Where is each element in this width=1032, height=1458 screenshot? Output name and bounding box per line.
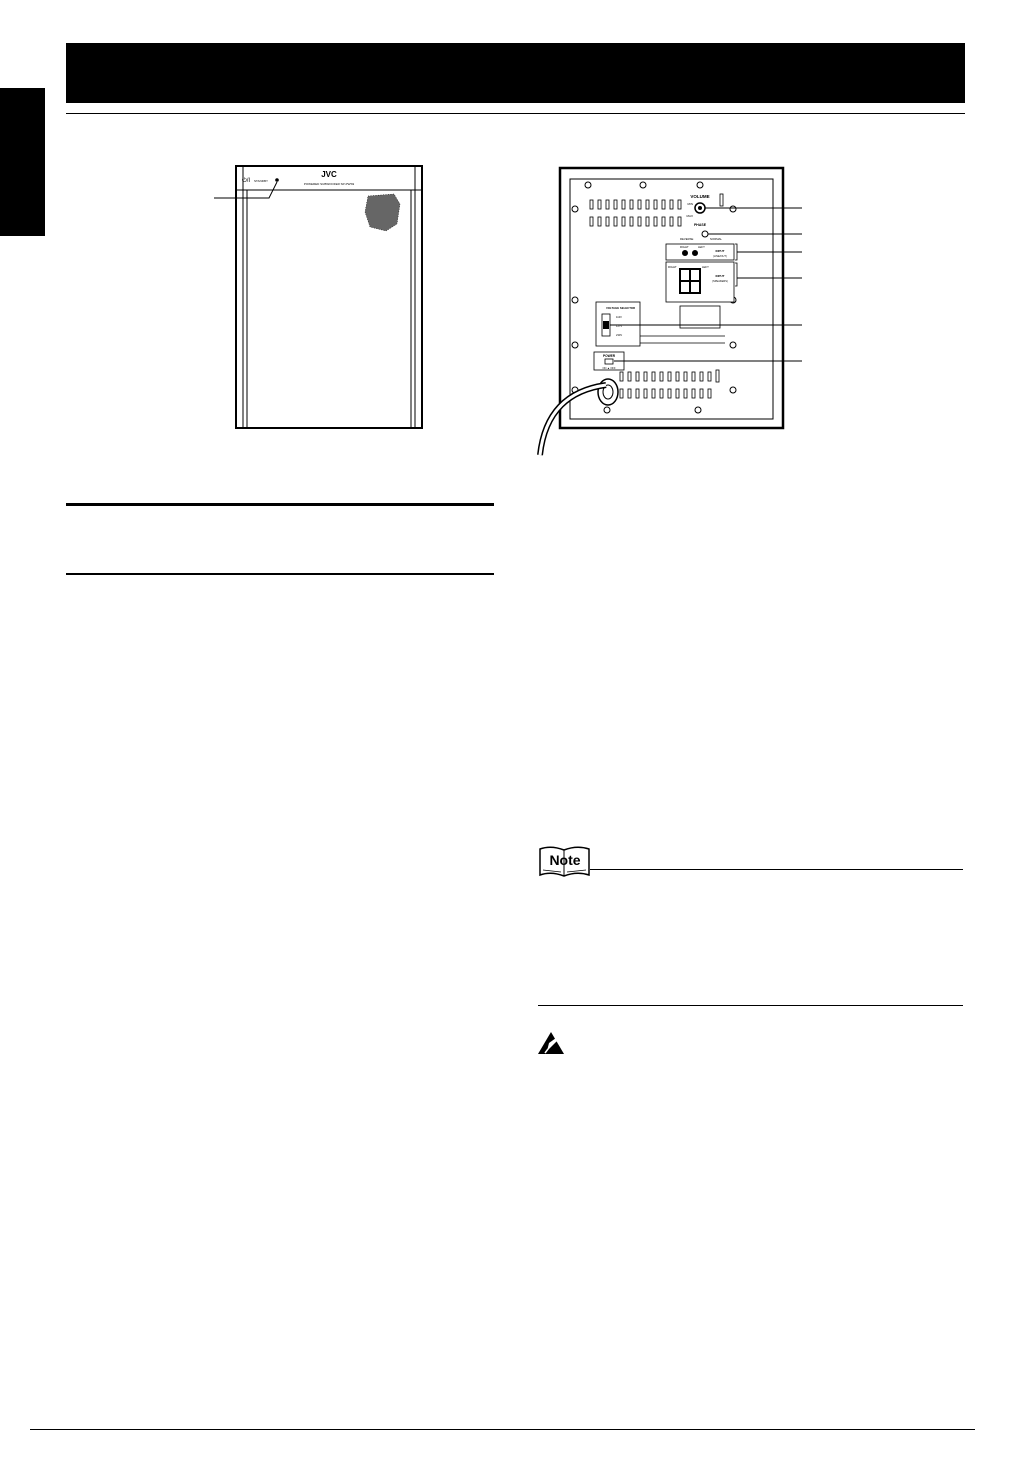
volume-label: VOLUME [690,194,710,199]
title-bar [66,43,965,103]
note-rule-bottom [538,1005,963,1006]
speaker-right-label: RIGHT [668,265,677,269]
phase-label: PHASE [693,223,707,227]
model-caption: POWERED SUBWOOFER SP-PWS9 [303,182,355,186]
voltage-opt-3: 230V [616,334,623,337]
speaker-input-label: INPUT [715,274,725,278]
rear-view-illustration [530,160,820,460]
power-label: POWER [602,354,616,358]
footer-rule [30,1429,975,1430]
standby-indicator [275,178,279,182]
section-rule-top [66,503,494,506]
standby-icon: ⏻/I [242,178,251,184]
lineout-right-label: RIGHT [680,245,689,249]
lineout-input-sublabel: (LINE/OUT) [713,255,727,258]
phase-reverse-label: REVERSE [680,237,694,241]
brand-logo: JVC [321,170,337,179]
voltage-selector-label: VOLTAGE SELECTOR [606,306,636,310]
speaker-grille [365,194,400,231]
rca-jack-left [692,250,698,256]
standby-label: STANDBY [254,179,268,183]
note-icon-text: Note [549,852,581,868]
rca-jack-right [682,250,688,256]
volume-max-label: MAX [686,214,693,218]
phase-switch [702,231,708,237]
voltage-opt-1: 110V [616,316,622,319]
note-icon [537,843,592,879]
lineout-input-label: INPUT [715,249,725,253]
header-rule [66,113,965,114]
speaker-input-sublabel: (SPEAKERS) [712,280,728,283]
speaker-left-label: LEFT [702,265,709,269]
section-rule-bottom [66,573,494,575]
volume-min-label: MIN [687,202,693,206]
power-button [605,359,613,364]
power-state-label: ON ▲ OFF [602,367,616,370]
caution-icon [536,1030,566,1056]
front-view-illustration [180,160,430,435]
lineout-left-label: LEFT [698,245,705,249]
voltage-opt-2: 127V [616,325,623,328]
language-tab [0,88,45,236]
note-rule-top [590,869,963,870]
phase-normal-label: NORMAL [710,237,722,241]
